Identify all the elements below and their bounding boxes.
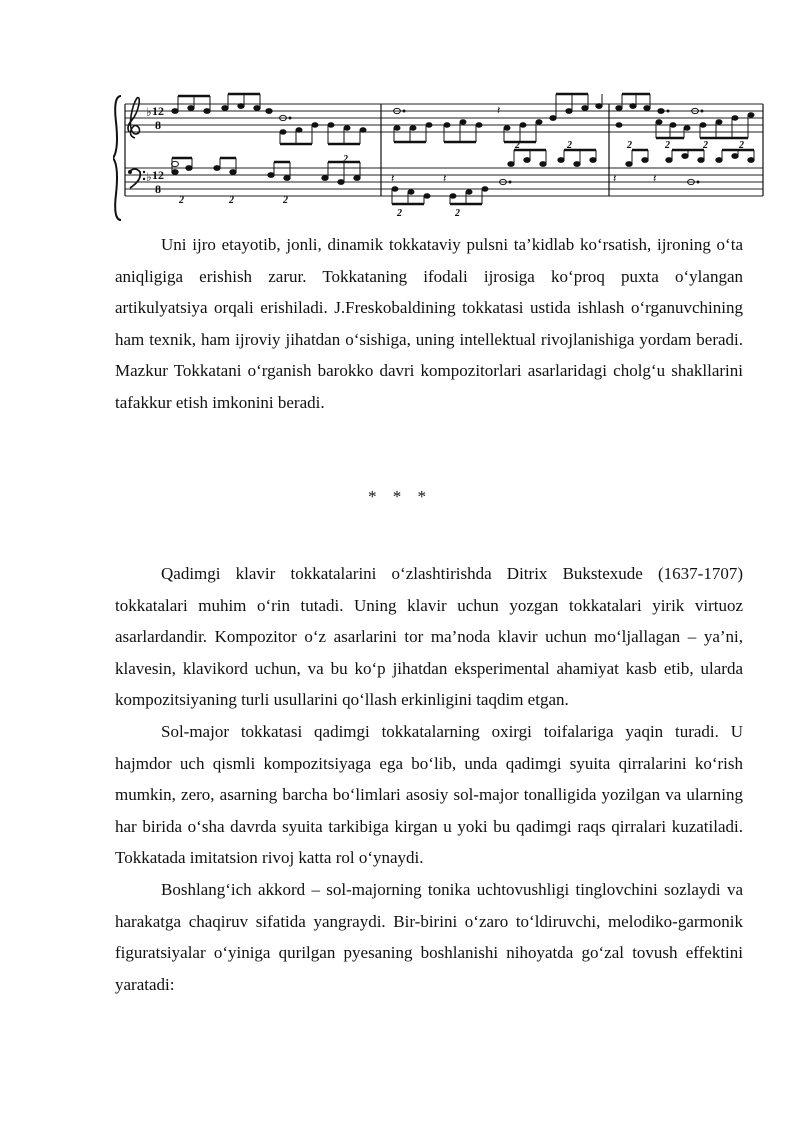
- paragraph: Sol-major tokkatasi qadimgi tokkatalarning oxirgi toifalariga yaqin turadi. U hajmdor uch qismli kompozitsiyaga ega bo‘lib, unda qadimgi syuita qirralarini ko‘rish mumkin, zero, asarning barcha bo‘limlari asosiy sol-major tonalligida yozilgan va ularning har birida o‘sha davrda syuita tarkibiga kirgan u yoki bu qadimgi raqs qirralari kuzatiladi. Tokkatada imitatsion rivoj katta rol o‘ynaydi.: [115, 721, 743, 868]
- fingering-mark: 2: [397, 208, 402, 219]
- section-separator: * * *: [368, 487, 432, 506]
- paragraph: Uni ijro etayotib, jonli, dinamik tokkataviy pulsni ta’kidlab ko‘rsatish, ijroning o‘ta aniqligiga erishish zarur. Tokkataning ifodali ijrosiga ko‘proq puxta o‘ylangan artikulyatsiya orqali erishiladi. J.Freskobaldining tokkatasi ustida ishlash o‘rganuvchining ham texnik, ham ijroviy jihatdan o‘sishiga, uning intellektual rivojlanishiga yordam beradi. Mazkur Tokkatani o‘rganish barokko davri kompozitorlari asarlaridagi cholg‘u shakllarini tafakkur etish imkonini beradi.: [115, 235, 743, 412]
- svg-text:𝄽: 𝄽: [443, 173, 447, 185]
- fingering-mark: 2: [179, 195, 184, 206]
- bass-clef-icon: [128, 169, 145, 188]
- flat-icon: ♭: [146, 170, 152, 184]
- fingering-mark: 2: [703, 140, 708, 151]
- fingering-mark: 2: [343, 154, 348, 165]
- treble-notes-m1: [172, 94, 366, 144]
- fingering-mark: 2: [283, 195, 288, 206]
- text-block-intro: [115, 229, 743, 419]
- treble-notes-m3: [616, 94, 754, 138]
- text-block-main: [115, 558, 743, 1000]
- time-sig-bottom: 8: [155, 118, 161, 132]
- time-sig-top: 12: [152, 104, 164, 118]
- fingering-mark: 2: [515, 140, 520, 151]
- system-brace: [113, 96, 121, 220]
- svg-text:𝄽: 𝄽: [497, 105, 501, 117]
- fingering-marks: [178, 140, 744, 219]
- fingering-mark: 2: [627, 140, 632, 151]
- fingering-mark: 2: [567, 140, 572, 151]
- music-score: [113, 92, 765, 224]
- paragraph: Qadimgi klavir tokkatalarini o‘zlashtirishda Ditrix Bukstexude (1637-1707) tokkatalari muhim o‘rin tutadi. Uning klavir uchun yozgan tokkatalari yirik virtuoz asarlardandir. Kompozitor o‘z asarlarini tor ma’noda klavir uchun mo‘ljallagan – ya’ni, klavesin, klavikord uchun, va bu ko‘p jihatdan eksperimental ahamiyat kasb etib, ularda kompozitsiyaning turli usullarini qo‘llash erkinligini taqdim etgan.: [115, 564, 743, 710]
- fingering-mark: 2: [455, 208, 460, 219]
- fingering-mark: 2: [229, 195, 234, 206]
- svg-text:𝄽: 𝄽: [653, 173, 657, 185]
- time-sig-bottom: 8: [155, 182, 161, 196]
- paragraph: Boshlang‘ich akkord – sol-majorning tonika uchtovushligi tinglovchini sozlaydi va harakatga chaqiruv sifatida yangraydi. Bir-birini o‘zaro to‘ldiruvchi, melodiko-garmonik figuratsiyalar o‘yiniga qurilgan pyesaning boshlanishi nihoyatda go‘zal tovush effektini yaratadi:: [115, 879, 743, 994]
- fingering-mark: 2: [665, 140, 670, 151]
- fingering-mark: 2: [739, 140, 744, 151]
- flat-icon: ♭: [146, 105, 152, 119]
- svg-text:𝄽: 𝄽: [613, 173, 617, 185]
- svg-text:𝄽: 𝄽: [391, 173, 395, 185]
- time-sig-top: 12: [152, 168, 164, 182]
